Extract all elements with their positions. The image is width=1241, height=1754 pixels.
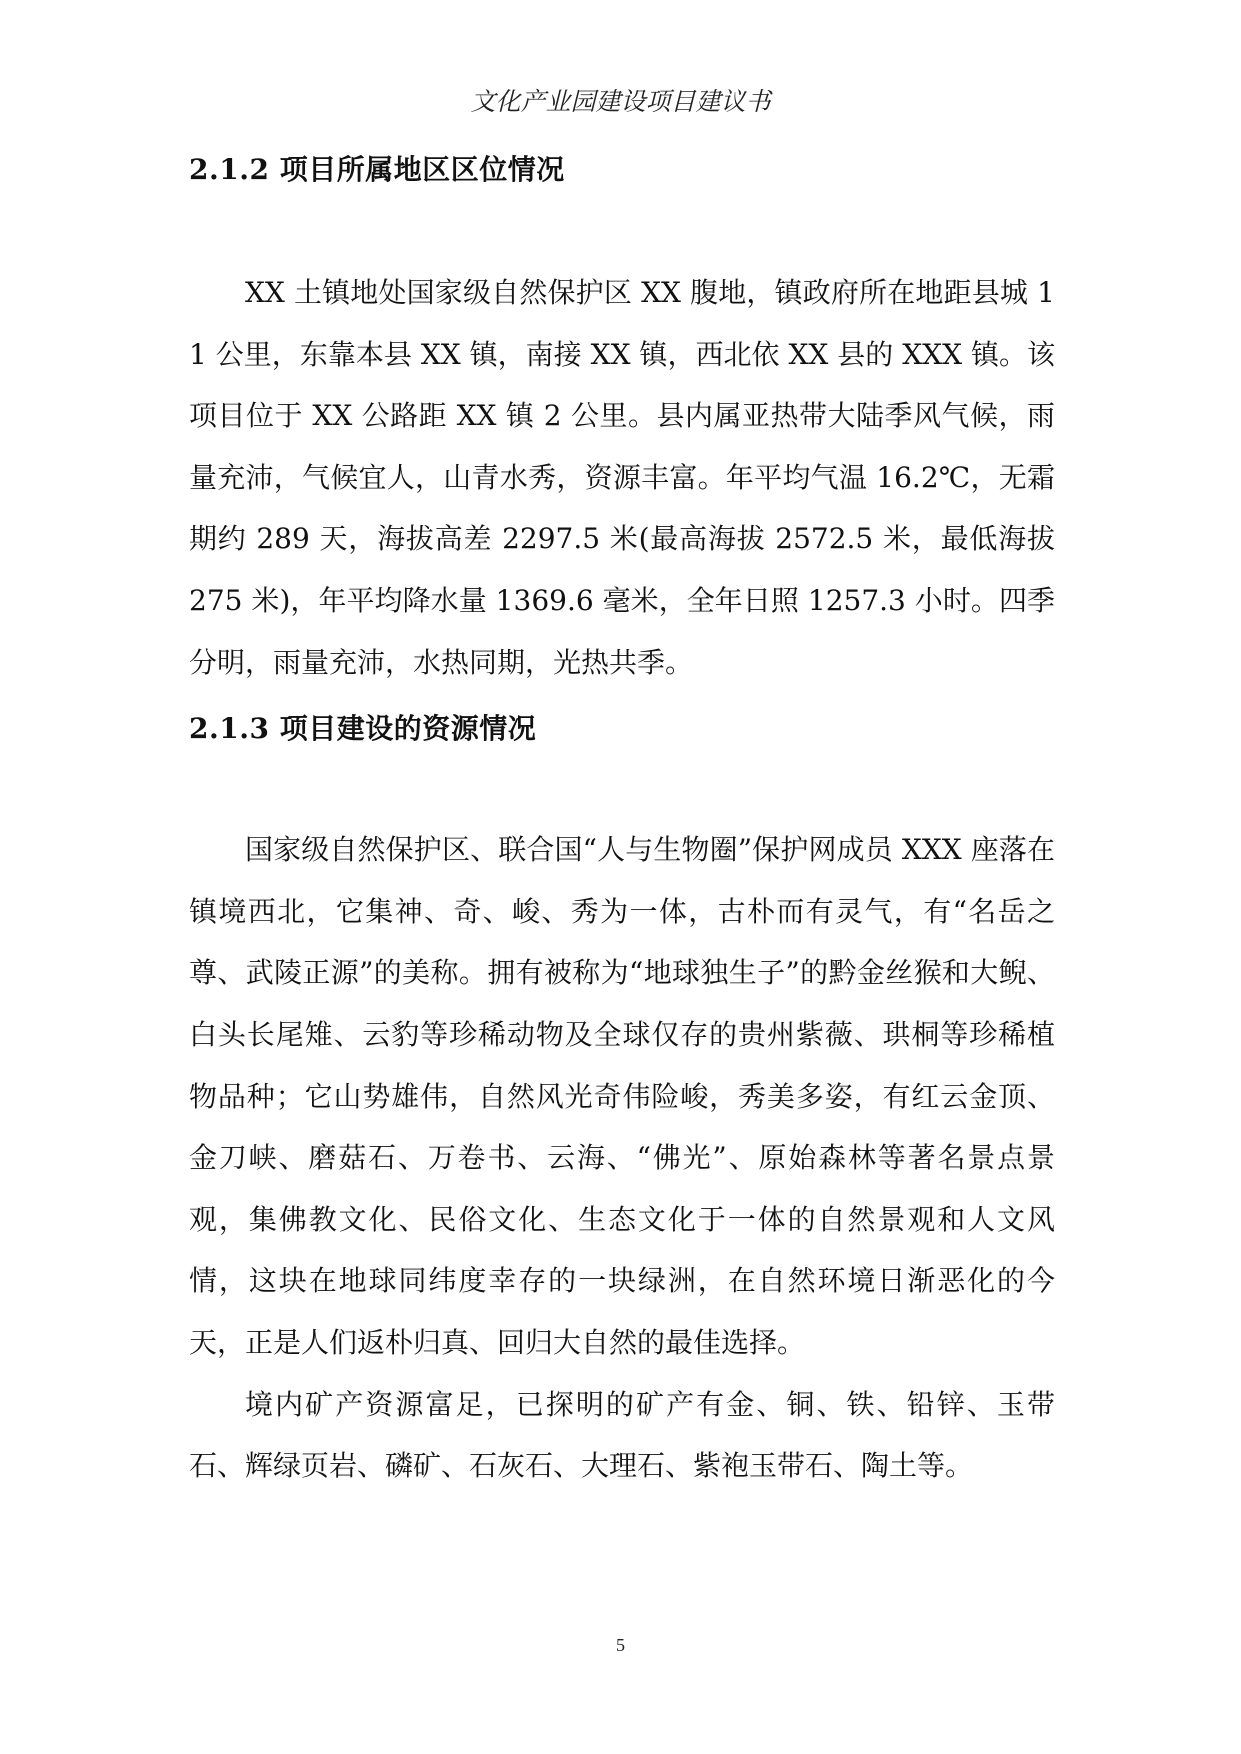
document-body: [189, 140, 1055, 1497]
resources-paragraph: 国家级自然保护区、联合国“人与生物圈”保护网成员 XXX 座落在镇境西北，它集神、奇、峻、秀为一体，古朴而有灵气，有“名岳之尊、武陵正源”的美称。拥有被称为“地球独生子”的黔金丝猴和大鲵、白头长尾雉、云豹等珍稀动物及全球仅存的贵州紫薇、珙桐等珍稀植物品种；它山势雄伟，自然风光奇伟险峻，秀美多姿，有红云金顶、金刀峡、磨菇石、万卷书、云海、“佛光”、原始森林等著名景点景观，集佛教文化、民俗文化、生态文化于一体的自然景观和人文风情，这块在地球同纬度幸存的一块绿洲，在自然环境日渐恶化的今天，正是人们返朴归真、回归大自然的最佳选择。: [189, 833, 1055, 1359]
section-heading-location: 2.1.2 项目所属地区区位情况: [189, 153, 565, 186]
page-number: 5: [616, 1635, 625, 1655]
mineral-resources-paragraph: 境内矿产资源富足，已探明的矿产有金、铜、铁、铅锌、玉带石、辉绿页岩、磷矿、石灰石、大理石、紫袍玉带石、陶土等。: [189, 1387, 1055, 1483]
location-paragraph: XX 土镇地处国家级自然保护区 XX 腹地，镇政府所在地距县城 11 公里，东靠本县 XX 镇，南接 XX 镇，西北依 XX 县的 XXX 镇。该项目位于 XX 公路距 XX 镇 2 公里。县内属亚热带大陆季风气候，雨量充沛，气候宜人，山青水秀，资源丰富。年平均气温 16.2℃，无霜期约 289 天，海拔高差 2297.5 米(最高海拔 2572.5 米，最低海拔 275 米)，年平均降水量 1369.6 毫米，全年日照 1257.3 小时。四季分明，雨量充沛，水热同期，光热共季。: [189, 276, 1055, 679]
page-header-title: 文化产业园建设项目建议书: [470, 89, 771, 116]
section-heading-resources: 2.1.3 项目建设的资源情况: [189, 712, 537, 746]
